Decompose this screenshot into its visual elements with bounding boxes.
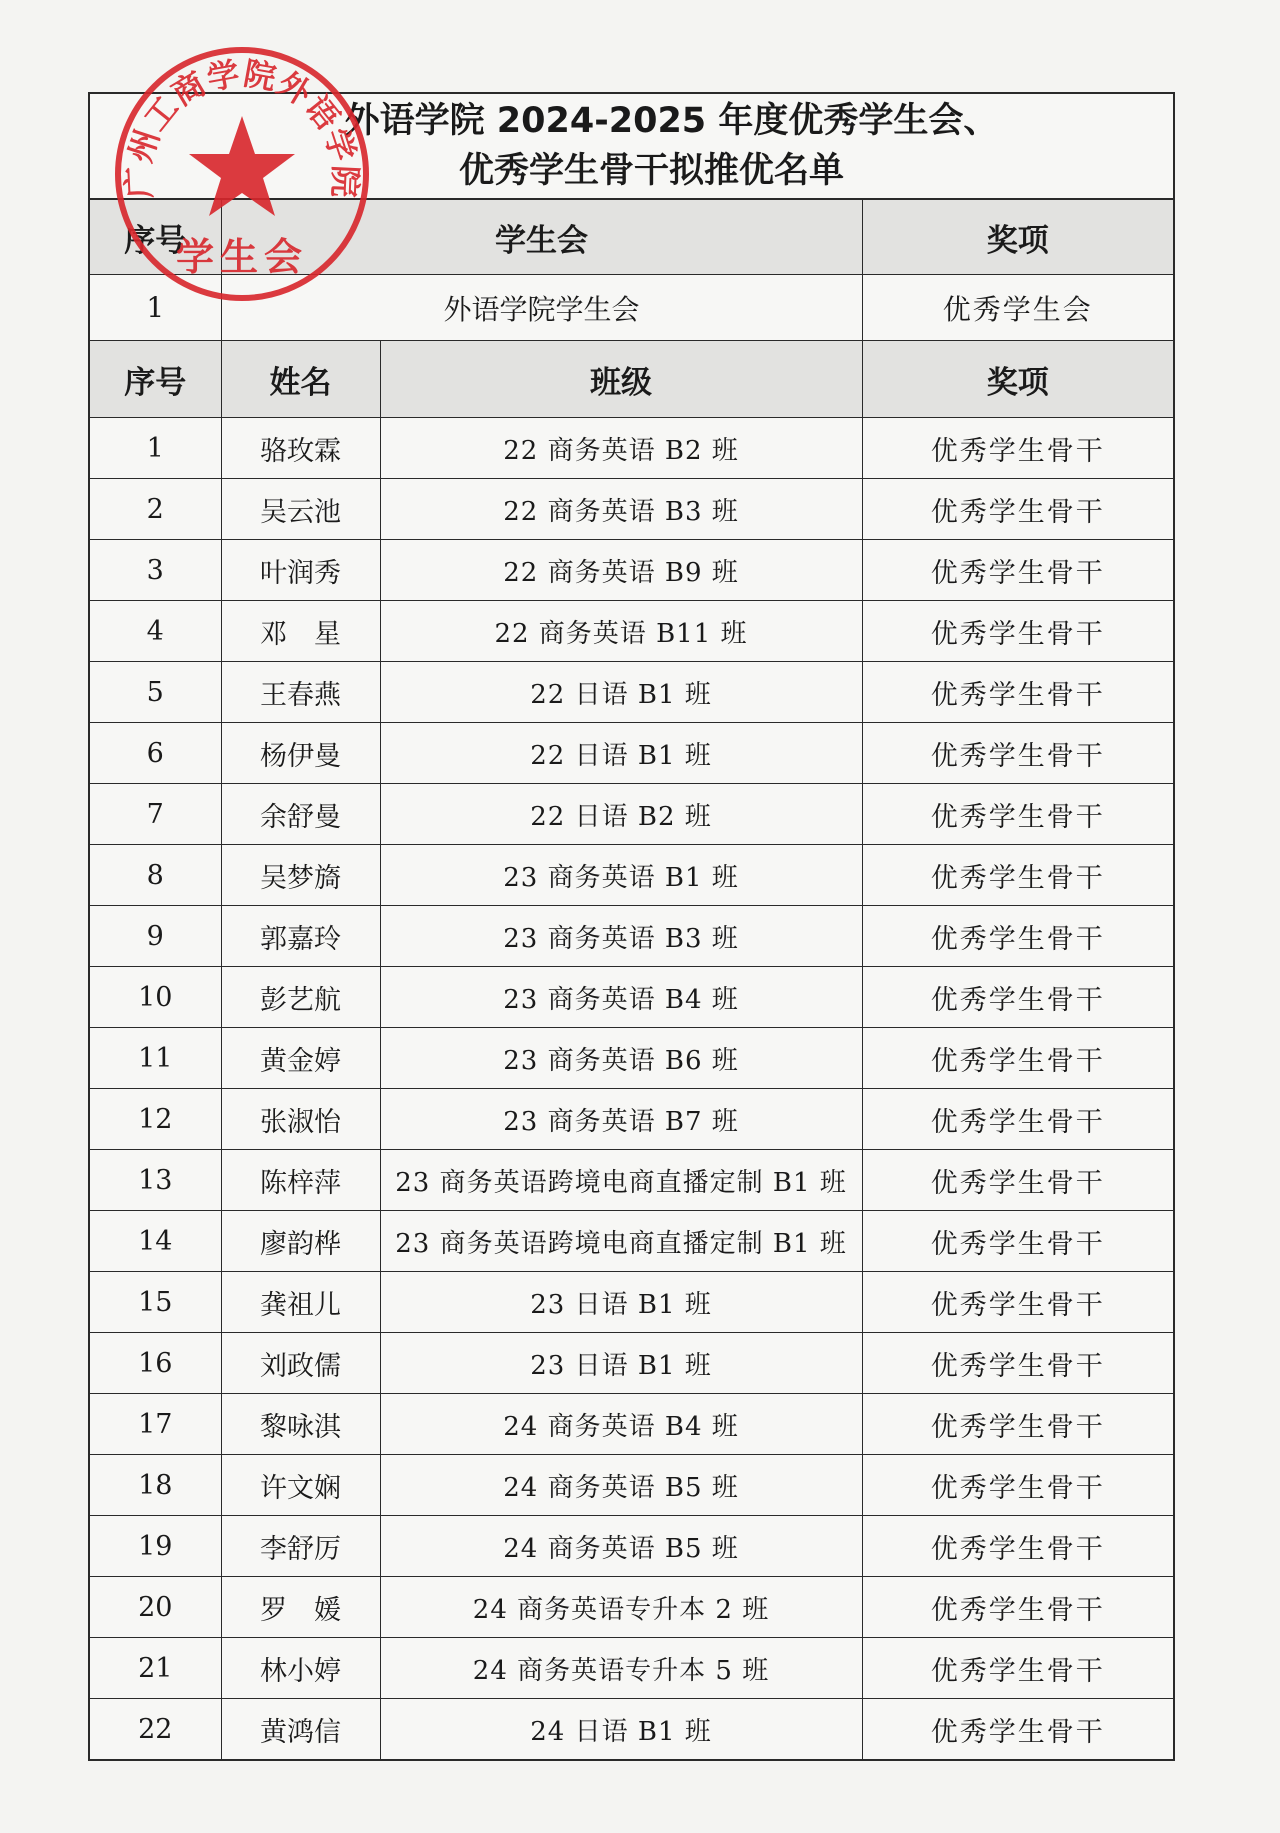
- cell-index: 11: [90, 1028, 221, 1089]
- cell-name: 黄鸿信: [221, 1699, 380, 1760]
- table-row: [90, 540, 1173, 601]
- cell-award: 优秀学生骨干: [862, 1577, 1173, 1638]
- cell-name: 陈梓萍: [221, 1150, 380, 1211]
- cell-index: 17: [90, 1394, 221, 1455]
- cell-name: 吴云池: [221, 479, 380, 540]
- cell-class: 23 日语 B1 班: [380, 1272, 862, 1333]
- cell-index: 6: [90, 723, 221, 784]
- cell-name: 龚祖儿: [221, 1272, 380, 1333]
- cell-class: 23 商务英语跨境电商直播定制 B1 班: [380, 1211, 862, 1272]
- cell-award: 优秀学生骨干: [862, 662, 1173, 723]
- table-row: [90, 601, 1173, 662]
- cell-award: 优秀学生骨干: [862, 1333, 1173, 1394]
- table-row: [90, 1333, 1173, 1394]
- cell-award: 优秀学生骨干: [862, 418, 1173, 479]
- title-line-2: 优秀学生骨干拟推优名单: [458, 151, 844, 191]
- cell-index: 22: [90, 1699, 221, 1760]
- cell-name: 杨伊曼: [221, 723, 380, 784]
- cell-class: 23 商务英语跨境电商直播定制 B1 班: [380, 1150, 862, 1211]
- cell-name: 黎咏淇: [221, 1394, 380, 1455]
- header-name: 姓名: [221, 341, 380, 418]
- cell-class: 23 商务英语 B6 班: [380, 1028, 862, 1089]
- cell-index: 13: [90, 1150, 221, 1211]
- cell-award: 优秀学生骨干: [862, 1272, 1173, 1333]
- cell-name: 郭嘉玲: [221, 906, 380, 967]
- cell-name: 罗 媛: [221, 1577, 380, 1638]
- cell-class: 22 商务英语 B9 班: [380, 540, 862, 601]
- cell-class: 23 商务英语 B1 班: [380, 845, 862, 906]
- table-row: [90, 784, 1173, 845]
- cell-index: 5: [90, 662, 221, 723]
- cell-name: 吴梦旖: [221, 845, 380, 906]
- table-row: [90, 479, 1173, 540]
- table-row: [90, 1272, 1173, 1333]
- cell-index: 14: [90, 1211, 221, 1272]
- table-row: [90, 1394, 1173, 1455]
- cell-award: 优秀学生骨干: [862, 540, 1173, 601]
- student-header-row: [90, 341, 1173, 418]
- header-index: 序号: [90, 200, 221, 275]
- cell-name: 许文娴: [221, 1455, 380, 1516]
- seal-arc-text: 广州工商学院外语学院: [119, 54, 365, 200]
- union-row: [90, 275, 1173, 341]
- union-header-row: [90, 200, 1173, 275]
- cell-name: 王春燕: [221, 662, 380, 723]
- cell-index: 19: [90, 1516, 221, 1577]
- title-line-1: 外语学院 2024-2025 年度优秀学生会、: [344, 101, 999, 141]
- cell-index: 16: [90, 1333, 221, 1394]
- cell-class: 23 商务英语 B4 班: [380, 967, 862, 1028]
- cell-name: 彭艺航: [221, 967, 380, 1028]
- cell-name: 张淑怡: [221, 1089, 380, 1150]
- cell-class: 22 日语 B2 班: [380, 784, 862, 845]
- cell-award: 优秀学生骨干: [862, 1394, 1173, 1455]
- cell-class: 24 商务英语 B5 班: [380, 1516, 862, 1577]
- seal-bottom-text: 学生会: [175, 235, 309, 279]
- cell-index: 3: [90, 540, 221, 601]
- cell-class: 24 商务英语 B5 班: [380, 1455, 862, 1516]
- table-row: [90, 1028, 1173, 1089]
- cell-award: 优秀学生骨干: [862, 1211, 1173, 1272]
- cell-award: 优秀学生骨干: [862, 845, 1173, 906]
- cell-index: 21: [90, 1638, 221, 1699]
- cell-class: 23 商务英语 B7 班: [380, 1089, 862, 1150]
- cell-award: 优秀学生骨干: [862, 601, 1173, 662]
- cell-class: 23 日语 B1 班: [380, 1333, 862, 1394]
- cell-index: 4: [90, 601, 221, 662]
- document-sheet: [88, 92, 1175, 1761]
- table-row: [90, 1211, 1173, 1272]
- table-row: [90, 906, 1173, 967]
- cell-name: 叶润秀: [221, 540, 380, 601]
- cell-class: 24 商务英语专升本 2 班: [380, 1577, 862, 1638]
- union-name: 外语学院学生会: [221, 275, 862, 341]
- cell-name: 邓 星: [221, 601, 380, 662]
- cell-class: 23 商务英语 B3 班: [380, 906, 862, 967]
- cell-award: 优秀学生骨干: [862, 1028, 1173, 1089]
- union-award: 优秀学生会: [862, 275, 1173, 341]
- table-row: [90, 1455, 1173, 1516]
- table-row: [90, 967, 1173, 1028]
- cell-index: 12: [90, 1089, 221, 1150]
- cell-index: 7: [90, 784, 221, 845]
- cell-class: 24 商务英语专升本 5 班: [380, 1638, 862, 1699]
- cell-name: 李舒厉: [221, 1516, 380, 1577]
- table-row: [90, 1150, 1173, 1211]
- cell-name: 骆玫霖: [221, 418, 380, 479]
- cell-award: 优秀学生骨干: [862, 1089, 1173, 1150]
- table-row: [90, 1089, 1173, 1150]
- table-row: [90, 1516, 1173, 1577]
- cell-index: 9: [90, 906, 221, 967]
- cell-class: 24 日语 B1 班: [380, 1699, 862, 1760]
- cell-index: 1: [90, 418, 221, 479]
- cell-award: 优秀学生骨干: [862, 784, 1173, 845]
- cell-award: 优秀学生骨干: [862, 1638, 1173, 1699]
- cell-index: 10: [90, 967, 221, 1028]
- table-row: [90, 723, 1173, 784]
- table-row: [90, 1577, 1173, 1638]
- cell-award: 优秀学生骨干: [862, 1455, 1173, 1516]
- header-class: 班级: [380, 341, 862, 418]
- cell-index: 2: [90, 479, 221, 540]
- header-award: 奖项: [862, 341, 1173, 418]
- header-index: 序号: [90, 341, 221, 418]
- cell-class: 22 商务英语 B3 班: [380, 479, 862, 540]
- table-row: [90, 845, 1173, 906]
- table-row: [90, 1699, 1173, 1760]
- cell-class: 24 商务英语 B4 班: [380, 1394, 862, 1455]
- table-row: [90, 418, 1173, 479]
- cell-index: 18: [90, 1455, 221, 1516]
- cell-name: 余舒曼: [221, 784, 380, 845]
- cell-class: 22 日语 B1 班: [380, 662, 862, 723]
- cell-class: 22 商务英语 B2 班: [380, 418, 862, 479]
- table-row: [90, 662, 1173, 723]
- cell-award: 优秀学生骨干: [862, 1516, 1173, 1577]
- cell-name: 廖韵桦: [221, 1211, 380, 1272]
- document-title: [90, 94, 1173, 200]
- header-award: 奖项: [862, 200, 1173, 275]
- union-index: 1: [90, 275, 221, 341]
- cell-award: 优秀学生骨干: [862, 479, 1173, 540]
- cell-index: 8: [90, 845, 221, 906]
- cell-award: 优秀学生骨干: [862, 906, 1173, 967]
- nomination-table: [90, 200, 1173, 1759]
- cell-name: 刘政儒: [221, 1333, 380, 1394]
- cell-name: 林小婷: [221, 1638, 380, 1699]
- cell-award: 优秀学生骨干: [862, 723, 1173, 784]
- cell-class: 22 商务英语 B11 班: [380, 601, 862, 662]
- cell-index: 15: [90, 1272, 221, 1333]
- cell-index: 20: [90, 1577, 221, 1638]
- cell-award: 优秀学生骨干: [862, 1699, 1173, 1760]
- cell-award: 优秀学生骨干: [862, 967, 1173, 1028]
- cell-class: 22 日语 B1 班: [380, 723, 862, 784]
- header-union: 学生会: [221, 200, 862, 275]
- cell-name: 黄金婷: [221, 1028, 380, 1089]
- table-row: [90, 1638, 1173, 1699]
- cell-award: 优秀学生骨干: [862, 1150, 1173, 1211]
